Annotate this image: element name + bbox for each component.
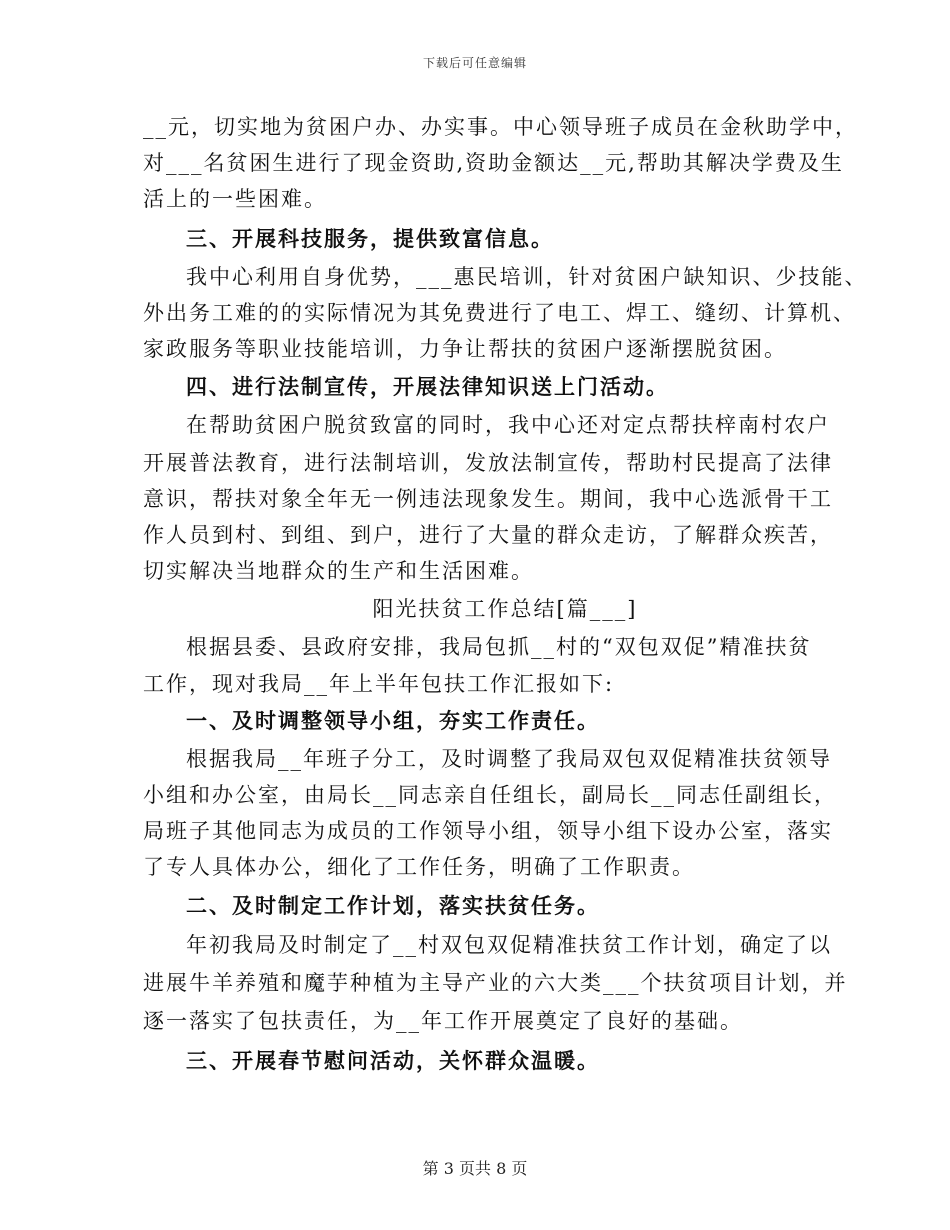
text-line: __元，切实地为贫困户办、办实事。中心领导班子成员在金秋助学中， xyxy=(143,115,858,139)
section-heading: 二、及时制定工作计划，落实扶贫任务。 xyxy=(186,893,600,918)
text-line: 作人员到村、到组、到户，进行了大量的群众走访，了解群众疾苦， xyxy=(143,523,833,547)
section-heading: 三、开展科技服务，提供致富信息。 xyxy=(186,226,554,251)
article-title: 阳光扶贫工作总结[篇___] xyxy=(372,597,638,621)
section-heading: 一、及时调整领导小组，夯实工作责任。 xyxy=(186,708,600,733)
text-line: 开展普法教育，进行法制培训，发放法制宣传，帮助村民提高了法律 xyxy=(143,451,833,475)
text-line: 工作，现对我局__年上半年包扶工作汇报如下: xyxy=(143,672,615,696)
text-line: 意识，帮扶对象全年无一例违法现象发生。期间，我中心选派骨干工 xyxy=(143,487,833,511)
text-line: 我中心利用自身优势，___惠民培训，针对贫困户缺知识、少技能、 xyxy=(186,265,868,289)
section-heading: 四、进行法制宣传，开展法律知识送上门活动。 xyxy=(186,374,669,399)
text-line: 进展牛羊养殖和魔芋种植为主导产业的六大类___个扶贫项目计划，并 xyxy=(143,971,848,995)
text-line: 了专人具体办公，细化了工作任务，明确了工作职责。 xyxy=(143,855,695,879)
page-footer: 第 3 页共 8 页 xyxy=(422,1159,528,1178)
text-line: 根据我局__年班子分工，及时调整了我局双包双促精准扶贫领导 xyxy=(186,747,832,771)
text-line: 逐一落实了包扶责任，为__年工作开展奠定了良好的基础。 xyxy=(143,1009,743,1033)
page-header: 下载后可任意编辑 xyxy=(422,56,527,70)
text-line: 根据县委、县政府安排，我局包抓__村的“双包双促”精准扶贫 xyxy=(186,635,812,659)
text-line: 活上的一些困难。 xyxy=(143,187,327,211)
text-line: 年初我局及时制定了__村双包双促精准扶贫工作计划，确定了以 xyxy=(186,933,832,957)
section-heading: 三、开展春节慰问活动，关怀群众温暖。 xyxy=(186,1048,600,1073)
text-line: 外出务工难的的实际情况为其免费进行了电工、焊工、缝纫、计算机、 xyxy=(143,301,856,325)
text-line: 局班子其他同志为成员的工作领导小组，领导小组下设办公室，落实 xyxy=(143,819,833,843)
text-line: 切实解决当地群众的生产和生活困难。 xyxy=(143,559,534,583)
text-line: 小组和办公室，由局长__同志亲自任组长，副局长__同志任副组长， xyxy=(143,783,837,807)
text-line: 在帮助贫困户脱贫致富的同时，我中心还对定点帮扶梓南村农户 xyxy=(186,413,830,437)
text-line: 家政服务等职业技能培训，力争让帮扶的贫困户逐渐摆脱贫困。 xyxy=(143,337,787,361)
text-line: 对___名贫困生进行了现金资助,资助金额达__元,帮助其解决学费及生 xyxy=(143,151,844,175)
